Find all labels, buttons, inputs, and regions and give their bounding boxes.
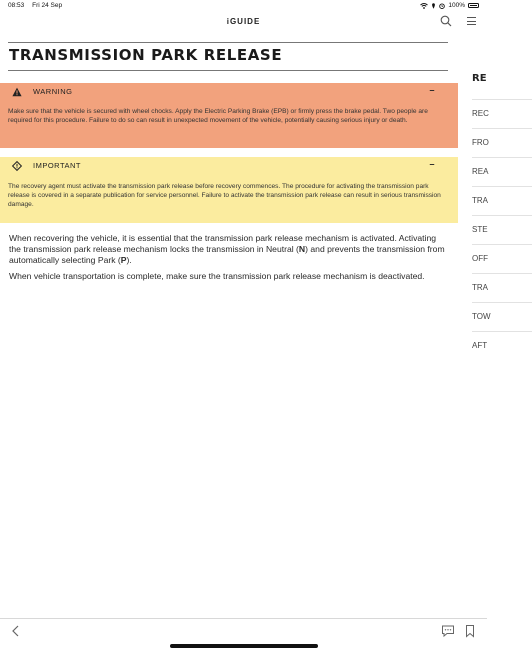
warning-header[interactable] bbox=[0, 83, 458, 100]
location-icon bbox=[431, 3, 436, 9]
sidebar-title: RE bbox=[472, 73, 487, 84]
status-left bbox=[8, 2, 68, 9]
contents-sidebar bbox=[458, 0, 491, 650]
body-text-segment: When recovering the vehicle, it is essential that the transmission park release mechanism is activated. Activating the transmission park release mechanism locks the transmission in Neutral ( bbox=[9, 233, 437, 254]
sidebar-item[interactable]: AFT bbox=[472, 331, 532, 360]
search-icon[interactable] bbox=[440, 15, 452, 27]
bookmark-icon[interactable] bbox=[465, 624, 475, 638]
important-collapse-button[interactable]: – bbox=[429, 159, 435, 169]
sidebar-item[interactable]: TOW bbox=[472, 302, 532, 331]
sidebar-item[interactable]: REC bbox=[472, 99, 532, 128]
title-divider-bottom bbox=[8, 70, 448, 71]
body-text-segment: ) and prevents the transmission from automatically selecting Park ( bbox=[9, 244, 445, 265]
status-time: 08:53 bbox=[8, 2, 25, 9]
wifi-icon bbox=[420, 3, 428, 9]
important-header[interactable] bbox=[0, 157, 458, 174]
important-label: IMPORTANT bbox=[33, 161, 81, 170]
battery-percent: 100% bbox=[448, 2, 465, 9]
body-paragraph-1 bbox=[9, 233, 449, 266]
important-text: The recovery agent must activate the transmission park release before recovery commences. The procedure for activating the transmission park release is covered in a separate publication for service personnel. Failure to activate the transmission park release can result in serious transmission damage. bbox=[8, 183, 441, 208]
status-bar bbox=[0, 0, 487, 12]
important-callout bbox=[0, 157, 458, 223]
warning-triangle-icon bbox=[12, 87, 22, 97]
sidebar-item[interactable]: TRA bbox=[472, 186, 532, 215]
park-symbol: P bbox=[120, 255, 127, 265]
important-diamond-icon bbox=[12, 161, 22, 171]
body-text-segment: ). bbox=[126, 255, 132, 265]
app-title: iGUIDE bbox=[226, 17, 261, 26]
sidebar-item[interactable]: STE bbox=[472, 215, 532, 244]
sidebar-item[interactable]: TRA bbox=[472, 273, 532, 302]
warning-collapse-button[interactable]: – bbox=[429, 85, 435, 95]
alarm-icon bbox=[439, 3, 445, 9]
bottom-toolbar bbox=[0, 618, 487, 651]
sidebar-item[interactable]: FRO bbox=[472, 128, 532, 157]
warning-label: WARNING bbox=[33, 87, 73, 96]
back-chevron-icon[interactable] bbox=[10, 624, 22, 638]
neutral-symbol: N bbox=[298, 244, 306, 254]
title-divider-top bbox=[8, 42, 448, 43]
body-paragraph-2: When vehicle transportation is complete, make sure the transmission park release mechanism is deactivated. bbox=[9, 271, 425, 281]
nav-bar bbox=[0, 12, 487, 32]
body-text bbox=[9, 233, 449, 287]
warning-callout bbox=[0, 83, 458, 148]
home-indicator bbox=[170, 644, 318, 648]
page-title: TRANSMISSION PARK RELEASE bbox=[9, 46, 283, 64]
chat-icon[interactable] bbox=[441, 624, 455, 638]
status-date: Fri 24 Sep bbox=[32, 2, 63, 9]
warning-text: Make sure that the vehicle is secured with wheel chocks. Apply the Electric Parking Brake (EPB) or firmly press the brake pedal. Two people are required for this procedure. Failure to do so can result in unexpected movement of the vehicle, potentially causing serious injury or death. bbox=[8, 108, 428, 124]
sidebar-item[interactable]: REA bbox=[472, 157, 532, 186]
sidebar-item[interactable]: OFF bbox=[472, 244, 532, 273]
